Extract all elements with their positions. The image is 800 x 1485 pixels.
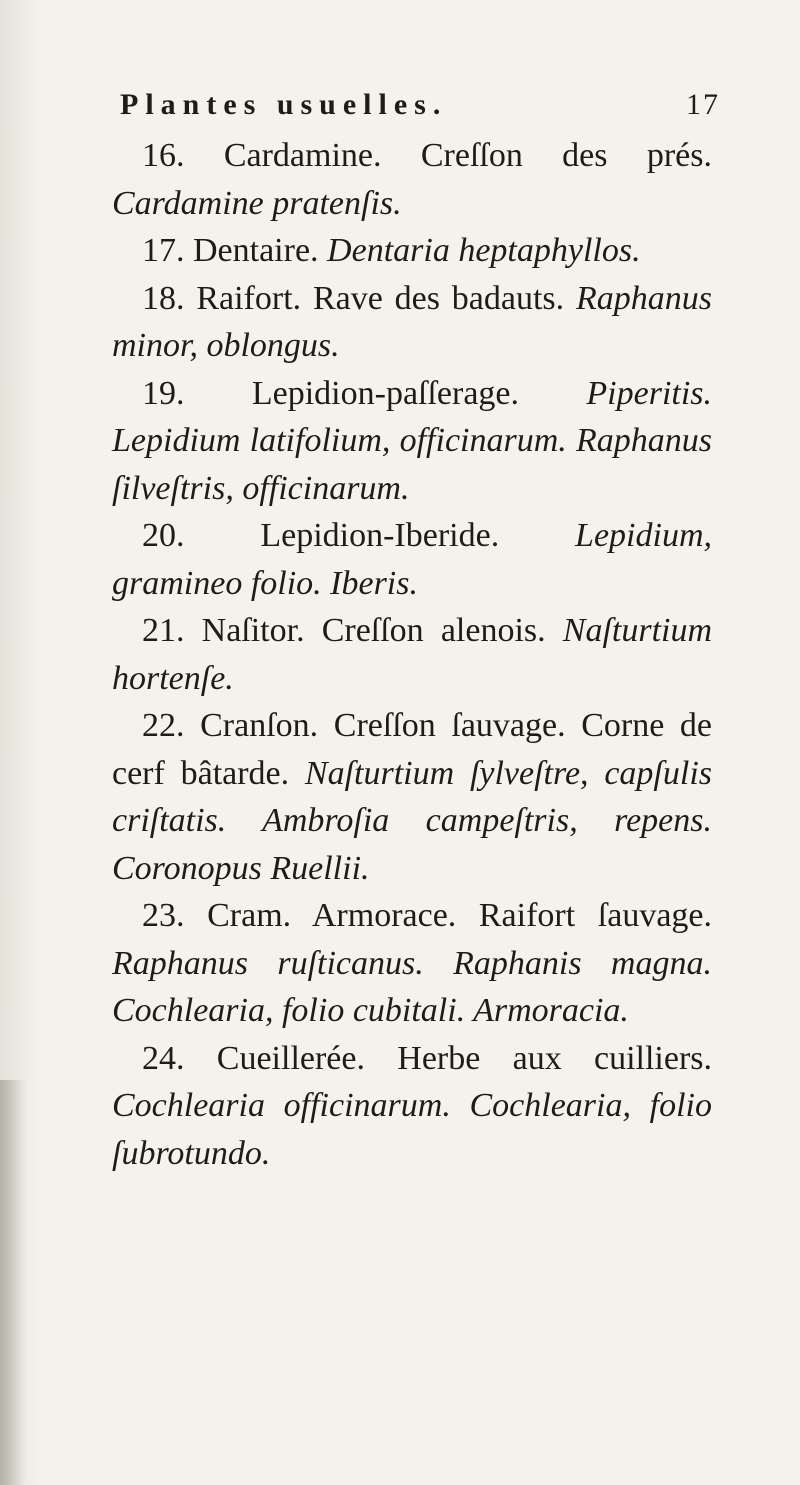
entry-number: 16. <box>142 137 185 174</box>
french-name: Cardamine. Creſſon des prés. <box>223 137 712 174</box>
entry-24 <box>112 1035 712 1178</box>
entry-23 <box>112 892 712 1035</box>
entry-18 <box>112 275 712 370</box>
latin-name: Dentaria heptaphyllos. <box>327 232 641 269</box>
latin-name: Raphanus minor, oblongus. <box>112 279 712 364</box>
running-head <box>120 88 720 128</box>
latin-name: Naſturtium hortenſe. <box>112 612 713 697</box>
latin-name: Piperitis. Lepidium latifolium, officinarum. Raphanus ſilveſtris, officinarum. <box>112 374 713 507</box>
entry-number: 21. <box>142 612 185 649</box>
entry-number: 17. <box>142 232 185 269</box>
entry-19 <box>112 370 712 513</box>
entry-number: 23. <box>142 897 185 934</box>
entry-22 <box>112 702 712 892</box>
french-name: Lepidion-Iberide. <box>260 517 500 554</box>
page-edge-shadow <box>0 1080 26 1485</box>
french-name: Cranſon. Creſſon ſauvage. Corne de cerf bâtarde. <box>112 707 713 792</box>
page-number: 17 <box>686 88 720 121</box>
french-name: Raifort. Rave des badauts. <box>196 279 565 317</box>
entry-number: 24. <box>142 1039 185 1077</box>
entry-17 <box>112 227 712 275</box>
french-name: Cueillerée. Herbe aux cuilliers. <box>216 1039 712 1077</box>
latin-name: Raphanus ruſticanus. Raphanis magna. Cochlearia, folio cubitali. Armoracia. <box>112 944 712 1029</box>
french-name: Dentaire. <box>193 232 319 269</box>
french-name: Cram. Armorace. Raifort ſauvage. <box>207 897 713 934</box>
entry-21 <box>112 607 712 702</box>
entry-number: 18. <box>142 279 185 317</box>
running-head-title: Plantes usuelles. <box>120 88 448 121</box>
entry-number: 19. <box>142 374 185 412</box>
latin-name: Lepidium, gramineo folio. Iberis. <box>112 517 712 602</box>
latin-name: Naſturtium ſylveſtre, capſulis criſtatis. Ambroſia campeſtris, repens. Coronopus Ruellii. <box>112 754 712 887</box>
entry-16 <box>112 132 712 227</box>
french-name: Lepidion-paſſerage. <box>251 374 520 412</box>
entry-20 <box>112 512 712 607</box>
entry-number: 20. <box>142 517 185 554</box>
body-text <box>112 132 712 1177</box>
latin-name: Cochlearia officinarum. Cochlearia, folio ſubrotundo. <box>112 1087 712 1172</box>
entry-number: 22. <box>142 707 185 744</box>
french-name: Naſitor. Creſſon alenois. <box>201 612 546 649</box>
latin-name: Cardamine pratenſis. <box>112 184 402 222</box>
